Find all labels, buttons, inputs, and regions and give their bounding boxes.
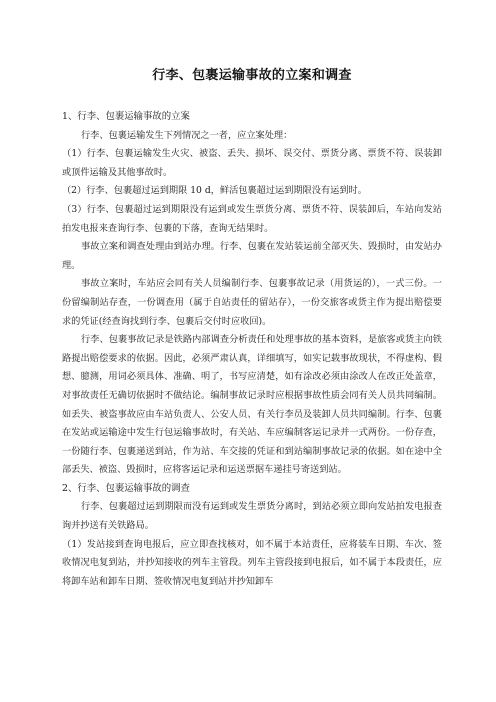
section-1-heading: 1、行李、包裹运输事故的立案 [62, 111, 190, 122]
paragraph: 行李、包裹运输发生下列情况之一者，应立案处理： [81, 129, 293, 141]
paragraph: 行李、包裹事故记录是铁路内部调查分析责任和处理事故的基本资料，是旅客或货主向铁路提出赔偿要求的依据。因此，必须严肃认真，详细填写，如实记载事故现状，不得虚构、假想、臆测，用词必须具体、准确、明了，书写应清楚，如有涂改必须由涂改人在改正处盖章，对事故责任无确切依据时不做结论。编制事故记录时应根据事故性质会同有关人员共同编制。如丢失、被盗事故应由车站负责人、公安人员、有关行李员及装卸人员共同编制。行李、包裹在发站或运输途中发生行包运输事故时，有关站、车应编制客运记录并一式两份。一份存查，一份随行李、包裹递送到站，作为站、车交接的凭证和到站编制事故记录的依据。如在途中全部丢失、被盗、毁损时，应将客运记录和运送票据车递挂号寄送到站。 [62, 334, 442, 476]
list-item-1: （1）行李、包裹运输发生火灾、被盗、丢失、损坏、误交付、票货分离、票货不符、误装卸或顶件运输及其他事故时。 [62, 148, 442, 178]
paragraph: 行李、包裹超过运到期限而没有运到或发生票货分离时，到站必须立即向发站拍发电报查询并抄送有关铁路局。 [62, 501, 442, 532]
list-item-2: （2）行李、包裹超过运到期限 10 d，鲜活包裹超过运到期限没有运到时。 [62, 185, 367, 197]
list-item-3: （3）行李、包裹超过运到期限没有运到或发生票货分离、票货不符、误装卸后，车站向发站拍发电报来查询行李、包裹的下落，查询无结果时。 [62, 203, 442, 234]
paragraph: 事故立案时，车站应会同有关人员编制行李、包裹事故记录（用货运的），一式三份。一份留编制站存查，一份调查用（属于自站责任的留站存），一份交旅客或货主作为提出赔偿要求的凭证(经查询找到行李、包裹后交付时应收回)。 [62, 278, 442, 327]
list-item-1: （1）发站接到查询电报后，应立即查找核对，如不属于本站责任，应将装车日期、车次、签收情况电复到站，并抄知接收的列车主管段。列车主管段接到电报后，如不属于本段责任，应将卸车站和卸车日期、签收情况电复到站并抄知卸车 [62, 538, 442, 587]
section-2-heading: 2、行李、包裹运输事故的调查 [62, 482, 190, 494]
paragraph: 事故立案和调查处理由到站办理。行李、包裹在发站装运前全部灭失、毁损时，由发站办理。 [62, 241, 442, 271]
document-page [62, 64, 442, 591]
document-title: 行李、包裹运输事故的立案和调查 [152, 68, 352, 83]
